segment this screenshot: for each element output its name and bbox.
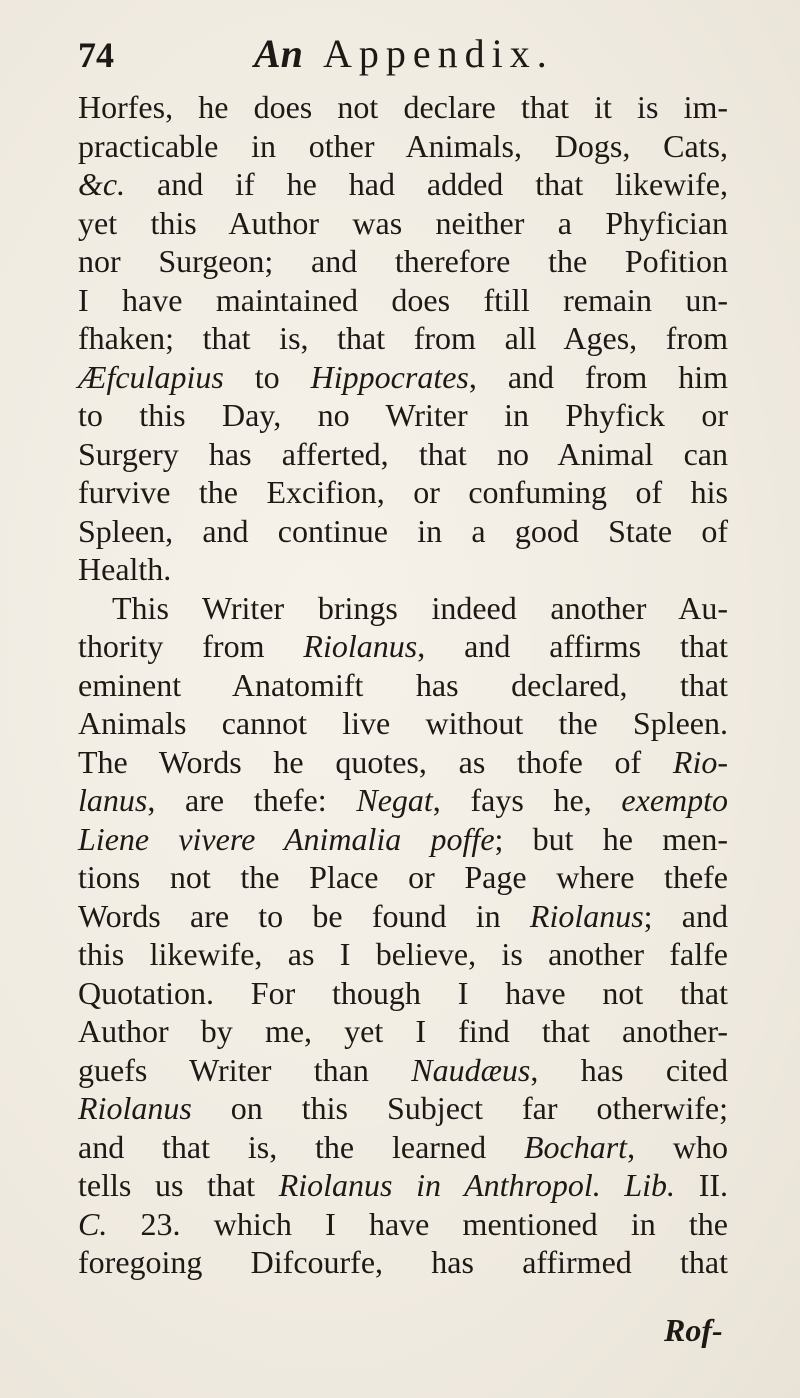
italic-text: lanus	[78, 782, 148, 818]
text-line	[78, 589, 728, 628]
text-line	[78, 1205, 728, 1244]
text-line	[78, 858, 728, 897]
text-line	[78, 935, 728, 974]
text-line	[78, 1012, 728, 1051]
text-line	[78, 1089, 728, 1128]
text-run: and if he had added that likewife,	[125, 166, 728, 202]
text-line	[78, 512, 728, 551]
text-run: to this Day, no Writer in Phyfick or	[78, 397, 728, 433]
text-run: furvive the Excifion, or confuming of his	[78, 474, 728, 510]
text-run: , who	[627, 1128, 729, 1165]
text-line	[78, 781, 728, 820]
italic-text: Riolanus in Anthropol. Lib.	[278, 1167, 676, 1203]
text-run: Quotation. For though I have not that	[78, 974, 728, 1011]
text-run: Author by me, yet I find that another-	[78, 1013, 728, 1049]
text-line	[78, 242, 728, 281]
text-run: The Words he quotes, as thofe of	[78, 743, 673, 780]
text-run: Words are to be found in	[78, 897, 530, 934]
text-line	[78, 358, 728, 397]
text-line	[78, 281, 728, 320]
text-run: , and affirms that	[417, 628, 729, 664]
text-line	[78, 1128, 728, 1167]
text-run: , has cited	[530, 1051, 729, 1088]
text-run: Surgery has afferted, that no Animal can	[78, 435, 728, 472]
text-line	[78, 88, 728, 127]
running-title-an: An	[254, 31, 303, 76]
text-line	[78, 435, 728, 474]
text-line	[78, 319, 728, 358]
text-line	[78, 1166, 728, 1205]
text-run: ; but he men-	[494, 820, 729, 857]
text-line	[78, 396, 728, 435]
text-line	[78, 704, 728, 743]
italic-text: Æfculapius	[78, 358, 224, 395]
text-run: practicable in other Animals, Dogs, Cats,	[78, 127, 728, 164]
text-run: nor Surgeon; and therefore the Pofition	[78, 243, 728, 279]
page-number: 74	[78, 35, 114, 75]
italic-text: Bochart	[523, 1128, 628, 1165]
text-run: tells us that	[78, 1167, 279, 1203]
text-line	[78, 204, 728, 243]
text-run: and that is, the learned	[78, 1128, 524, 1165]
text-run: Horfes, he does not declare that it is im-	[78, 89, 728, 125]
text-line	[78, 743, 728, 782]
running-title-appendix: Appendix.	[322, 31, 554, 76]
text-run: thority from	[78, 628, 304, 664]
text-run: eminent Anatomift has declared, that	[78, 666, 728, 703]
text-run: This Writer brings indeed another Au-	[112, 589, 728, 626]
text-line	[78, 974, 728, 1013]
text-line	[78, 473, 728, 512]
text-run: Health.	[78, 551, 172, 587]
text-run: 23. which I have mentioned in the	[107, 1205, 728, 1242]
text-line	[78, 627, 728, 666]
text-run: to	[223, 358, 311, 395]
text-line	[78, 666, 728, 705]
text-run: , fays he,	[432, 782, 622, 818]
text-run: tions not the Place or Page where thefe	[78, 859, 728, 895]
text-run: I have maintained does ftill remain un-	[78, 281, 728, 318]
text-run: foregoing Difcourfe, has affirmed that	[78, 1244, 728, 1280]
text-run: fhaken; that is, that from all Ages, from	[78, 320, 728, 356]
italic-text: Riolanus	[529, 897, 644, 934]
text-run: ; and	[643, 897, 729, 934]
italic-text: &c.	[78, 166, 126, 202]
italic-text: C.	[78, 1205, 108, 1242]
italic-text: Rio-	[672, 743, 728, 780]
text-run: , are thefe:	[147, 782, 357, 818]
text-line	[78, 1051, 728, 1090]
text-line	[78, 820, 728, 859]
text-line	[78, 165, 728, 204]
text-run: II.	[675, 1167, 729, 1203]
body-text	[78, 88, 728, 1282]
text-run: Spleen, and continue in a good State of	[78, 512, 728, 549]
text-run: guefs Writer than	[78, 1051, 412, 1088]
text-line	[78, 550, 728, 589]
italic-text: exempto	[621, 782, 729, 818]
italic-text: Hippocrates	[310, 358, 469, 395]
italic-text: Naudæus	[411, 1051, 531, 1088]
italic-text: Liene vivere Animalia poffe	[78, 820, 495, 857]
text-run: , and from him	[468, 358, 729, 395]
text-line	[78, 897, 728, 936]
text-line	[78, 127, 728, 166]
catchword: Rof-	[664, 1312, 723, 1348]
running-head	[72, 26, 752, 76]
text-run: on this Subject far otherwife;	[191, 1090, 728, 1126]
italic-text: Riolanus	[78, 1090, 192, 1126]
italic-text: Riolanus	[303, 628, 418, 664]
text-run: yet this Author was neither a Phyfician	[78, 204, 728, 241]
text-run: Animals cannot live without the Spleen.	[78, 705, 728, 741]
text-run: this likewife, as I believe, is another falfe	[78, 936, 728, 972]
running-title	[254, 30, 554, 77]
italic-text: Negat	[356, 782, 433, 818]
text-line	[78, 1243, 728, 1282]
